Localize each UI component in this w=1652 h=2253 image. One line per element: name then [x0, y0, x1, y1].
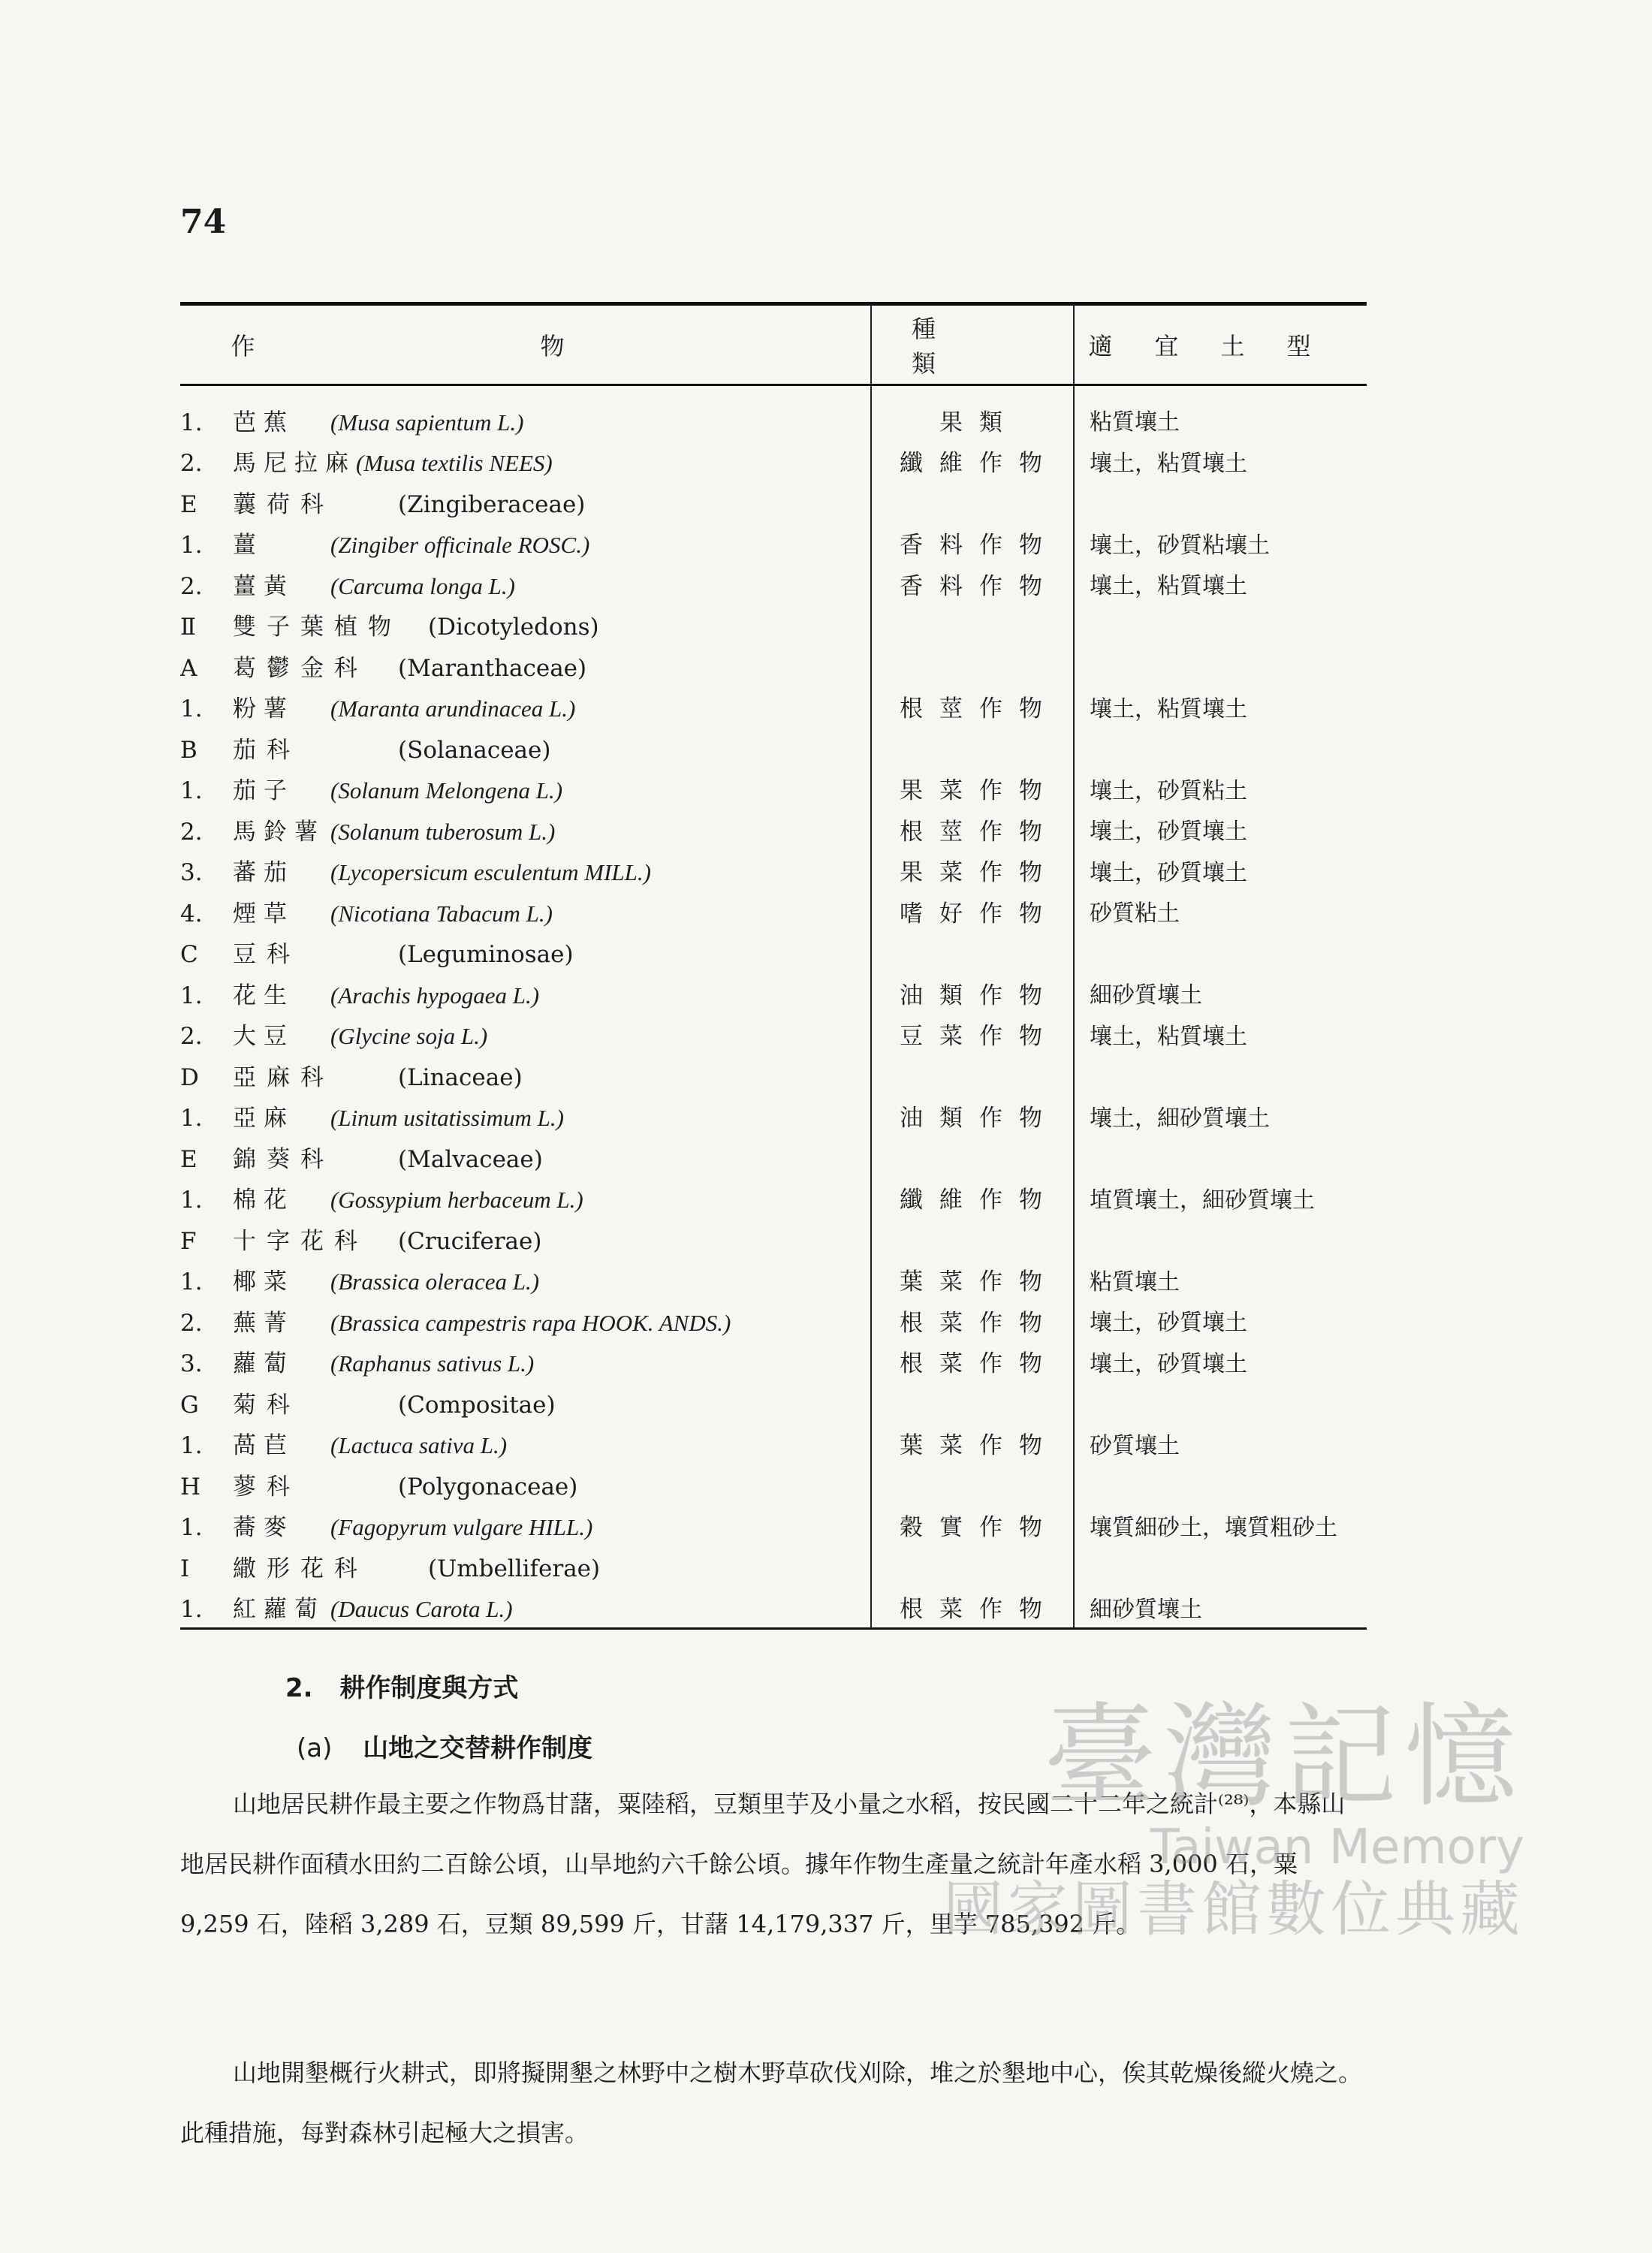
crop-name-zh: 蕎麥: [233, 1514, 294, 1542]
crop-type-cell: 根莖作物: [871, 809, 1074, 850]
soil-type-cell: 壤土，細砂質壤土: [1074, 1096, 1367, 1137]
crop-name-zh: 薑: [233, 532, 264, 559]
row-index: 2.: [180, 1023, 203, 1051]
crop-cell: [180, 809, 871, 850]
crop-type-cell: 根菜作物: [871, 1587, 1074, 1629]
crop-type-cell: [871, 932, 1074, 973]
crop-name-latin: (Brassica campestris rapa HOOK. ANDS.): [330, 1309, 731, 1336]
crop-name-zh: 煙草: [233, 900, 294, 927]
table-row: [180, 385, 1367, 441]
crop-type-cell: 穀實作物: [871, 1505, 1074, 1546]
row-index: 3.: [180, 1350, 203, 1378]
table-row: [180, 481, 1367, 523]
crop-name-latin: (Cruciferae): [398, 1227, 542, 1255]
crop-name-zh: 葛鬱金科: [233, 654, 368, 682]
subsection-title: 山地之交替耕作制度: [363, 1733, 593, 1763]
subsection-label: (a): [297, 1733, 333, 1763]
row-index: 1.: [180, 1105, 203, 1133]
crop-type-cell: 油類作物: [871, 973, 1074, 1014]
crop-type-cell: 香料作物: [871, 523, 1074, 564]
table-row: [180, 809, 1367, 850]
crop-cell: [180, 1341, 871, 1383]
crop-cell: [180, 1382, 871, 1423]
table-row: [180, 1259, 1367, 1301]
crop-type-cell: 果菜作物: [871, 850, 1074, 891]
section-heading: [285, 1667, 518, 1704]
crop-name-zh: 茄子: [233, 777, 294, 805]
row-index: 1.: [180, 982, 203, 1009]
crop-cell: [180, 563, 871, 605]
page-number: 74: [180, 203, 227, 241]
crop-type-cell: 油類作物: [871, 1096, 1074, 1137]
crop-name-zh: 茄科: [233, 736, 300, 764]
row-index: 3.: [180, 859, 203, 887]
crop-name-latin: (Fagopyrum vulgare HILL.): [330, 1514, 593, 1541]
soil-type-cell: [1074, 1136, 1367, 1178]
soil-type-cell: 壤土，粘質壤土: [1074, 441, 1367, 482]
crop-cell: [180, 605, 871, 646]
crop-cell: [180, 523, 871, 564]
crop-name-zh: 馬尼拉麻: [233, 450, 356, 478]
crop-name-zh: 棉花: [233, 1187, 294, 1214]
crop-name-zh: 蘿蔔: [233, 1350, 294, 1378]
crop-soil-table: [180, 302, 1367, 1630]
table-row: [180, 1096, 1367, 1137]
soil-type-cell: 壤質細砂土，壤質粗砂土: [1074, 1505, 1367, 1546]
table-body: [180, 385, 1367, 1629]
soil-type-cell: 埴質壤土，細砂質壤土: [1074, 1178, 1367, 1219]
table-row: [180, 1423, 1367, 1464]
crop-name-zh: 蘘荷科: [233, 490, 334, 518]
crop-name-latin: (Musa textilis NEES): [356, 450, 553, 477]
crop-name-zh: 花生: [233, 982, 294, 1009]
crop-name-latin: (Brassica oleracea L.): [330, 1268, 540, 1295]
crop-name-latin: (Glycine soja L.): [330, 1023, 488, 1050]
soil-type-cell: [1074, 932, 1367, 973]
row-index: A: [180, 654, 197, 682]
row-index: B: [180, 736, 197, 764]
section-number: 2.: [285, 1673, 313, 1703]
table-row: [180, 1341, 1367, 1383]
crop-name-zh: 蕪菁: [233, 1309, 294, 1337]
table-row: [180, 1218, 1367, 1259]
crop-name-zh: 椰菜: [233, 1268, 294, 1296]
table-row: [180, 1178, 1367, 1219]
crop-cell: [180, 1587, 871, 1629]
soil-type-cell: [1074, 481, 1367, 523]
row-index: 1.: [180, 1432, 203, 1460]
row-index: 1.: [180, 1596, 203, 1624]
soil-type-cell: 壤土，砂質粘土: [1074, 768, 1367, 810]
crop-type-cell: [871, 481, 1074, 523]
crop-name-latin: (Linaceae): [398, 1063, 523, 1091]
soil-type-cell: [1074, 1382, 1367, 1423]
row-index: C: [180, 941, 198, 969]
crop-cell: [180, 1464, 871, 1505]
table-row: [180, 932, 1367, 973]
table-row: [180, 523, 1367, 564]
crop-name-zh: 紅蘿蔔: [233, 1596, 325, 1624]
crop-name-latin: (Leguminosae): [398, 941, 574, 969]
row-index: 1.: [180, 532, 203, 559]
table-row: [180, 605, 1367, 646]
soil-type-cell: 壤土，砂質壤土: [1074, 850, 1367, 891]
crop-name-latin: (Zingiberaceae): [398, 490, 586, 518]
crop-name-latin: (Polygonaceae): [398, 1473, 578, 1500]
section-title: 耕作制度與方式: [339, 1673, 519, 1703]
row-index: D: [180, 1063, 199, 1091]
table-row: [180, 1464, 1367, 1505]
row-index: Ⅱ: [180, 614, 197, 641]
table-row: [180, 441, 1367, 482]
table-row: [180, 1054, 1367, 1096]
subsection-heading: [297, 1727, 592, 1764]
crop-name-latin: (Malvaceae): [398, 1145, 543, 1173]
crop-name-zh: 雙子葉植物: [233, 614, 402, 641]
row-index: F: [180, 1227, 197, 1255]
soil-type-cell: 壤土，粘質壤土: [1074, 686, 1367, 728]
crop-cell: [180, 1423, 871, 1464]
crop-type-cell: [871, 1546, 1074, 1587]
row-index: E: [180, 1145, 197, 1173]
crop-cell: [180, 1546, 871, 1587]
crop-cell: [180, 891, 871, 932]
table-row: [180, 563, 1367, 605]
crop-cell: [180, 1054, 871, 1096]
row-index: 1.: [180, 777, 203, 805]
table-row: [180, 645, 1367, 686]
crop-type-cell: 果菜作物: [871, 768, 1074, 810]
table-row: [180, 1136, 1367, 1178]
soil-type-cell: [1074, 645, 1367, 686]
crop-name-latin: (Nicotiana Tabacum L.): [330, 900, 553, 927]
crop-name-latin: (Maranthaceae): [398, 654, 587, 682]
header-soil: 適宜土型: [1074, 304, 1367, 385]
crop-cell: [180, 1178, 871, 1219]
crop-name-zh: 薑黃: [233, 572, 294, 600]
crop-name-latin: (Compositae): [398, 1391, 556, 1419]
crop-name-zh: 馬鈴薯: [233, 818, 325, 846]
row-index: 4.: [180, 900, 203, 927]
table-row: [180, 1382, 1367, 1423]
crop-cell: [180, 385, 871, 441]
paragraph-text: 山地開墾概行火耕式，即將擬開墾之林野中之樹木野草砍伐刈除，堆之於墾地中心，俟其乾燥後縱火燒之。此種措施，每對森林引起極大之損害。: [180, 2058, 1363, 2147]
crop-name-zh: 豆科: [233, 941, 300, 969]
crop-name-latin: (Carcuma longa L.): [330, 572, 515, 599]
crop-type-cell: 根菜作物: [871, 1341, 1074, 1383]
crop-type-cell: 纖維作物: [871, 441, 1074, 482]
crop-cell: [180, 1136, 871, 1178]
crop-name-latin: (Linum usitatissimum L.): [330, 1105, 564, 1132]
soil-type-cell: 細砂質壤土: [1074, 1587, 1367, 1629]
crop-name-latin: (Musa sapientum L.): [330, 409, 524, 436]
crop-cell: [180, 1259, 871, 1301]
crop-name-zh: 亞麻科: [233, 1063, 334, 1091]
crop-type-cell: [871, 1464, 1074, 1505]
crop-name-latin: (Solanum tuberosum L.): [330, 818, 556, 845]
row-index: 2.: [180, 572, 203, 600]
crop-type-cell: [871, 1136, 1074, 1178]
table-header-row: [180, 304, 1367, 385]
watermark-library: 國家圖書館數位典藏: [943, 1874, 1524, 1944]
crop-name-zh: 繖形花科: [233, 1555, 368, 1582]
crop-name-latin: (Solanaceae): [398, 736, 551, 764]
header-crop: 作物: [180, 304, 871, 385]
crop-name-latin: (Gossypium herbaceum L.): [330, 1187, 583, 1214]
crop-cell: [180, 973, 871, 1014]
crop-name-latin: (Lactuca sativa L.): [330, 1432, 508, 1459]
crop-name-latin: (Zingiber officinale ROSC.): [330, 532, 590, 559]
row-index: G: [180, 1391, 199, 1419]
table-row: [180, 891, 1367, 932]
crop-type-cell: [871, 727, 1074, 768]
row-index: 1.: [180, 1268, 203, 1296]
crop-name-latin: (Maranta arundinacea L.): [330, 695, 576, 722]
crop-cell: [180, 727, 871, 768]
soil-type-cell: 粘質壤土: [1074, 385, 1367, 441]
crop-name-zh: 錦葵科: [233, 1145, 334, 1173]
table-row: [180, 1014, 1367, 1055]
crop-name-zh: 粉薯: [233, 695, 294, 723]
soil-type-cell: [1074, 1546, 1367, 1587]
crop-cell: [180, 1096, 871, 1137]
soil-type-cell: [1074, 1464, 1367, 1505]
crop-type-cell: 纖維作物: [871, 1178, 1074, 1219]
soil-type-cell: 壤土，砂質壤土: [1074, 809, 1367, 850]
crop-type-cell: 根菜作物: [871, 1300, 1074, 1341]
soil-type-cell: 粘質壤土: [1074, 1259, 1367, 1301]
table-row: [180, 686, 1367, 728]
crop-name-zh: 菊科: [233, 1391, 300, 1419]
crop-name-zh: 蓼科: [233, 1473, 300, 1500]
crop-name-zh: 芭蕉: [233, 409, 294, 436]
crop-cell: [180, 1014, 871, 1055]
crop-name-latin: (Daucus Carota L.): [330, 1596, 513, 1623]
row-index: I: [180, 1555, 190, 1582]
soil-type-cell: 壤土，砂質壤土: [1074, 1341, 1367, 1383]
crop-name-latin: (Dicotyledons): [428, 614, 599, 641]
table-row: [180, 1300, 1367, 1341]
soil-type-cell: [1074, 605, 1367, 646]
paragraph-2: [180, 2043, 1367, 2163]
crop-name-latin: (Lycopersicum esculentum MILL.): [330, 859, 651, 886]
row-index: 1.: [180, 695, 203, 723]
crop-cell: [180, 481, 871, 523]
soil-type-cell: 細砂質壤土: [1074, 973, 1367, 1014]
crop-name-latin: (Solanum Melongena L.): [330, 777, 563, 804]
soil-type-cell: [1074, 1218, 1367, 1259]
crop-cell: [180, 1300, 871, 1341]
table-row: [180, 850, 1367, 891]
crop-type-cell: [871, 605, 1074, 646]
watermark: [943, 1694, 1524, 1946]
crop-name-latin: (Umbelliferae): [428, 1555, 601, 1582]
crop-name-zh: 萵苣: [233, 1432, 294, 1460]
table-row: [180, 1546, 1367, 1587]
crop-cell: [180, 1218, 871, 1259]
crop-type-cell: 葉菜作物: [871, 1423, 1074, 1464]
table-row: [180, 1505, 1367, 1546]
table-row: [180, 1587, 1367, 1629]
soil-type-cell: 壤土，粘質壤土: [1074, 1014, 1367, 1055]
crop-cell: [180, 645, 871, 686]
row-index: E: [180, 490, 197, 518]
soil-type-cell: 砂質粘土: [1074, 891, 1367, 932]
row-index: 2.: [180, 818, 203, 846]
crop-type-cell: [871, 645, 1074, 686]
crop-type-cell: [871, 1054, 1074, 1096]
row-index: 2.: [180, 450, 203, 478]
table-row: [180, 973, 1367, 1014]
watermark-logo-text: 臺灣記憶: [1043, 1692, 1524, 1823]
crop-name-zh: 大豆: [233, 1023, 294, 1051]
table-row: [180, 768, 1367, 810]
crop-type-cell: 根莖作物: [871, 686, 1074, 728]
crop-type-cell: [871, 1382, 1074, 1423]
soil-type-cell: 壤土，砂質壤土: [1074, 1300, 1367, 1341]
row-index: 1.: [180, 1187, 203, 1214]
crop-cell: [180, 768, 871, 810]
header-type: 種類: [871, 304, 1074, 385]
crop-name-zh: 亞麻: [233, 1105, 294, 1133]
soil-type-cell: 砂質壤土: [1074, 1423, 1367, 1464]
soil-type-cell: [1074, 727, 1367, 768]
soil-type-cell: [1074, 1054, 1367, 1096]
crop-type-cell: 嗜好作物: [871, 891, 1074, 932]
crop-name-latin: (Raphanus sativus L.): [330, 1350, 535, 1377]
paragraph-text: 山地居民耕作最主要之作物爲甘藷，粟陸稻，豆類里芋及小量之水稻，按民國二十二年之統計⁽²⁸⁾，本縣山地居民耕作面積水田約二百餘公頃，山旱地約六千餘公頃。據年作物生產量之統計年產水稻 3,000 石，粟 9,259 石，陸稻 3,289 石，豆類 89,599 斤，甘藷 14,179,337 斤，里芋 785,392 斤。: [180, 1790, 1346, 1938]
watermark-english: Taiwan Memory: [1150, 1820, 1524, 1875]
crop-cell: [180, 932, 871, 973]
crop-name-latin: (Arachis hypogaea L.): [330, 982, 540, 1009]
crop-type-cell: 葉菜作物: [871, 1259, 1074, 1301]
row-index: 2.: [180, 1309, 203, 1337]
row-index: 1.: [180, 409, 203, 436]
crop-type-cell: [871, 1218, 1074, 1259]
crop-type-cell: 果類: [871, 385, 1074, 441]
crop-type-cell: 豆菜作物: [871, 1014, 1074, 1055]
crop-cell: [180, 686, 871, 728]
crop-cell: [180, 1505, 871, 1546]
crop-type-cell: 香料作物: [871, 563, 1074, 605]
table-row: [180, 727, 1367, 768]
soil-type-cell: 壤土，砂質粘壤土: [1074, 523, 1367, 564]
row-index: 1.: [180, 1514, 203, 1542]
crop-cell: [180, 850, 871, 891]
soil-type-cell: 壤土，粘質壤土: [1074, 563, 1367, 605]
crop-name-zh: 十字花科: [233, 1227, 368, 1255]
row-index: H: [180, 1473, 201, 1500]
crop-name-zh: 蕃茄: [233, 859, 294, 887]
crop-cell: [180, 441, 871, 482]
